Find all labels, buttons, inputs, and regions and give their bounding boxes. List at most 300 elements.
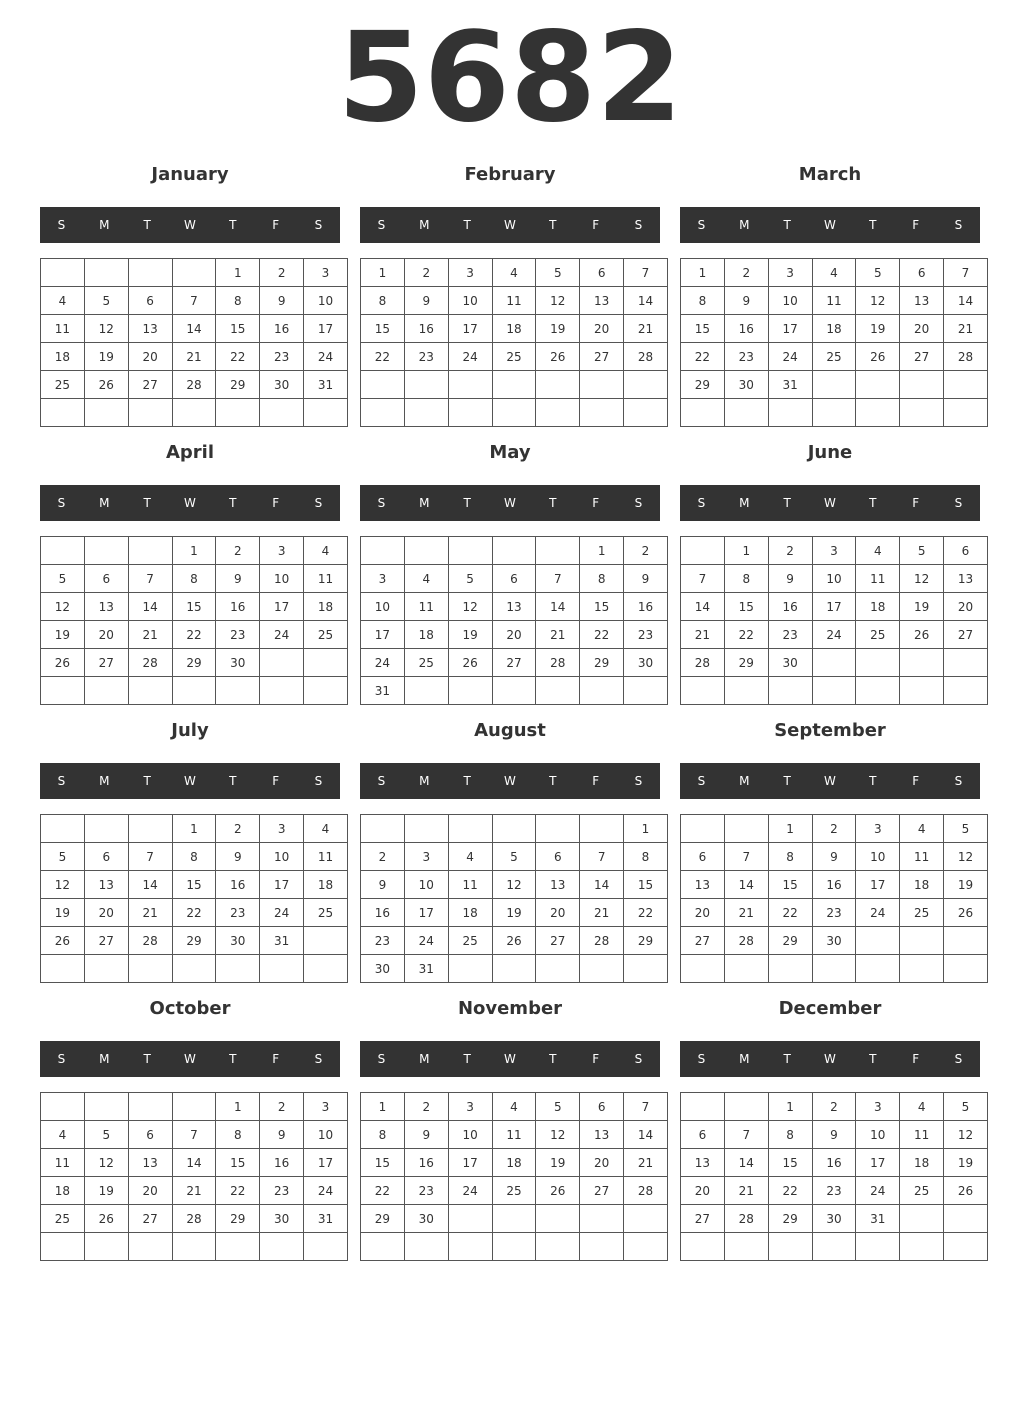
week-row [361, 649, 668, 677]
day-cell [900, 677, 944, 705]
day-cell: 21 [624, 315, 668, 343]
day-cell [260, 649, 304, 677]
day-cell: 4 [856, 537, 900, 565]
weekday-label: W [824, 496, 836, 510]
day-cell: 14 [128, 871, 172, 899]
day-cell [580, 1233, 624, 1261]
day-cell [624, 955, 668, 983]
week-row [361, 621, 668, 649]
day-cell: 15 [768, 871, 812, 899]
weekday-header [40, 207, 340, 243]
day-cell [216, 677, 260, 705]
day-cell: 15 [216, 315, 260, 343]
day-cell: 19 [492, 899, 536, 927]
day-cell: 1 [768, 815, 812, 843]
day-cell [624, 1233, 668, 1261]
day-cell: 28 [944, 343, 988, 371]
day-cell: 26 [448, 649, 492, 677]
day-cell [448, 677, 492, 705]
day-cell [128, 1233, 172, 1261]
day-cell: 8 [172, 843, 216, 871]
day-cell: 5 [536, 1093, 580, 1121]
day-cell [768, 677, 812, 705]
day-cell: 19 [448, 621, 492, 649]
day-cell: 8 [172, 565, 216, 593]
week-row [681, 537, 988, 565]
day-cell: 10 [404, 871, 448, 899]
week-row [361, 315, 668, 343]
day-cell [624, 371, 668, 399]
day-cell: 14 [624, 1121, 668, 1149]
day-cell [944, 955, 988, 983]
day-cell: 12 [536, 1121, 580, 1149]
day-cell [856, 955, 900, 983]
day-cell [681, 815, 725, 843]
day-cell: 5 [41, 565, 85, 593]
day-cell: 15 [216, 1149, 260, 1177]
week-row [361, 815, 668, 843]
weekday-label: T [229, 218, 237, 232]
day-cell [172, 1233, 216, 1261]
day-cell: 26 [492, 927, 536, 955]
day-cell [536, 677, 580, 705]
day-cell: 31 [361, 677, 405, 705]
day-cell: 28 [624, 1177, 668, 1205]
day-cell: 30 [260, 371, 304, 399]
day-cell [448, 537, 492, 565]
day-cell: 25 [812, 343, 856, 371]
day-cell: 12 [944, 1121, 988, 1149]
day-cell: 5 [492, 843, 536, 871]
day-cell [128, 399, 172, 427]
day-cell: 13 [580, 1121, 624, 1149]
day-cell: 16 [216, 871, 260, 899]
week-row [361, 1093, 668, 1121]
day-cell: 17 [448, 315, 492, 343]
day-grid [360, 536, 668, 705]
day-cell: 21 [580, 899, 624, 927]
day-cell: 21 [128, 621, 172, 649]
day-cell: 9 [768, 565, 812, 593]
day-cell: 11 [404, 593, 448, 621]
day-cell: 9 [404, 1121, 448, 1149]
weekday-label: T [869, 218, 877, 232]
day-cell: 30 [812, 927, 856, 955]
day-cell: 20 [681, 1177, 725, 1205]
day-cell: 1 [216, 259, 260, 287]
day-grid [680, 1092, 988, 1261]
day-cell [492, 955, 536, 983]
day-cell [260, 955, 304, 983]
day-cell: 13 [536, 871, 580, 899]
day-cell: 12 [84, 315, 128, 343]
weekday-label: M [419, 1052, 430, 1066]
weekday-label: T [143, 218, 151, 232]
weekday-label: T [229, 496, 237, 510]
day-cell: 3 [260, 537, 304, 565]
week-row [361, 371, 668, 399]
day-cell: 26 [41, 927, 85, 955]
day-cell: 4 [448, 843, 492, 871]
day-cell: 19 [41, 621, 85, 649]
day-cell: 6 [492, 565, 536, 593]
day-cell: 13 [681, 871, 725, 899]
weekday-header [40, 763, 340, 799]
week-row [41, 593, 348, 621]
day-cell [404, 537, 448, 565]
weekday-label: M [419, 774, 430, 788]
day-cell: 27 [681, 1205, 725, 1233]
day-cell: 19 [536, 1149, 580, 1177]
month-name: November [457, 998, 563, 1019]
day-cell: 12 [448, 593, 492, 621]
day-cell [448, 399, 492, 427]
weekday-label: S [697, 496, 706, 510]
day-cell: 23 [812, 899, 856, 927]
weekday-label: T [549, 774, 557, 788]
week-row [361, 343, 668, 371]
day-cell: 5 [944, 815, 988, 843]
day-cell: 10 [361, 593, 405, 621]
day-cell: 9 [724, 287, 768, 315]
day-cell: 28 [724, 1205, 768, 1233]
day-cell: 28 [681, 649, 725, 677]
day-cell: 12 [536, 287, 580, 315]
weekday-label: W [504, 496, 516, 510]
day-cell: 26 [900, 621, 944, 649]
day-cell: 14 [172, 1149, 216, 1177]
day-cell [624, 399, 668, 427]
weekday-label: M [99, 218, 110, 232]
week-row [681, 927, 988, 955]
day-cell: 7 [128, 565, 172, 593]
day-cell: 29 [580, 649, 624, 677]
day-cell: 20 [681, 899, 725, 927]
day-cell: 5 [448, 565, 492, 593]
day-cell [812, 649, 856, 677]
week-row [41, 1149, 348, 1177]
weekday-label: F [912, 774, 920, 788]
day-cell: 10 [856, 843, 900, 871]
day-cell [448, 815, 492, 843]
weekday-label: W [504, 218, 516, 232]
day-cell [128, 537, 172, 565]
week-row [681, 621, 988, 649]
day-cell [361, 537, 405, 565]
day-cell: 13 [128, 1149, 172, 1177]
weekday-label: F [272, 774, 280, 788]
day-cell: 11 [304, 565, 348, 593]
day-cell: 12 [492, 871, 536, 899]
day-cell: 25 [304, 899, 348, 927]
weekday-label: T [869, 496, 877, 510]
week-row [681, 815, 988, 843]
day-cell: 21 [724, 1177, 768, 1205]
day-cell: 23 [361, 927, 405, 955]
day-cell: 6 [944, 537, 988, 565]
week-row [681, 871, 988, 899]
day-cell: 23 [404, 343, 448, 371]
day-cell: 8 [681, 287, 725, 315]
day-cell [580, 371, 624, 399]
day-cell: 23 [216, 621, 260, 649]
weekday-label: S [314, 218, 323, 232]
month-name: April [165, 442, 215, 463]
day-cell [448, 371, 492, 399]
day-cell: 5 [84, 287, 128, 315]
day-cell: 13 [84, 871, 128, 899]
day-cell: 13 [128, 315, 172, 343]
day-cell: 2 [404, 1093, 448, 1121]
weekday-label: T [463, 1052, 471, 1066]
day-cell: 10 [260, 565, 304, 593]
weekday-label: T [549, 496, 557, 510]
day-cell [768, 955, 812, 983]
day-cell [580, 815, 624, 843]
day-cell: 9 [260, 1121, 304, 1149]
day-cell: 11 [41, 315, 85, 343]
month-name: February [464, 164, 556, 185]
day-cell [128, 259, 172, 287]
day-cell: 6 [900, 259, 944, 287]
day-cell: 20 [128, 1177, 172, 1205]
week-row [361, 1149, 668, 1177]
day-cell: 27 [84, 927, 128, 955]
day-cell [41, 399, 85, 427]
day-cell [580, 1205, 624, 1233]
day-cell [492, 399, 536, 427]
day-cell: 19 [900, 593, 944, 621]
day-cell: 28 [172, 371, 216, 399]
day-cell [41, 955, 85, 983]
day-cell [681, 1093, 725, 1121]
day-cell: 9 [216, 843, 260, 871]
weekday-label: T [783, 218, 791, 232]
day-cell: 30 [404, 1205, 448, 1233]
day-cell: 2 [812, 815, 856, 843]
month-name: August [474, 720, 546, 741]
week-row [41, 287, 348, 315]
week-row [361, 565, 668, 593]
day-cell: 22 [681, 343, 725, 371]
day-cell [536, 1233, 580, 1261]
day-cell [856, 677, 900, 705]
day-cell: 6 [681, 1121, 725, 1149]
day-cell [41, 537, 85, 565]
day-cell: 11 [304, 843, 348, 871]
day-cell: 1 [172, 815, 216, 843]
day-cell [492, 1205, 536, 1233]
day-cell: 20 [580, 315, 624, 343]
month-name: December [778, 998, 882, 1019]
day-cell [41, 1093, 85, 1121]
day-cell: 17 [260, 871, 304, 899]
day-cell: 25 [41, 371, 85, 399]
day-cell: 8 [216, 1121, 260, 1149]
day-cell: 26 [84, 1205, 128, 1233]
day-cell: 13 [944, 565, 988, 593]
day-cell: 22 [361, 343, 405, 371]
day-cell [900, 1233, 944, 1261]
month-name: July [171, 720, 209, 741]
day-cell [768, 1233, 812, 1261]
day-cell: 19 [536, 315, 580, 343]
weekday-label: S [954, 1052, 963, 1066]
day-cell [681, 1233, 725, 1261]
day-cell: 30 [624, 649, 668, 677]
day-cell [128, 955, 172, 983]
day-cell: 2 [216, 537, 260, 565]
day-cell [580, 955, 624, 983]
day-cell [128, 677, 172, 705]
day-cell [536, 815, 580, 843]
day-cell [84, 677, 128, 705]
weekday-label: T [869, 1052, 877, 1066]
day-cell: 24 [304, 1177, 348, 1205]
day-cell: 22 [172, 621, 216, 649]
day-cell: 1 [361, 259, 405, 287]
day-cell: 6 [84, 565, 128, 593]
weekday-header [40, 1041, 340, 1077]
day-cell: 17 [404, 899, 448, 927]
day-cell: 23 [812, 1177, 856, 1205]
day-cell [856, 399, 900, 427]
day-cell: 28 [128, 927, 172, 955]
day-cell: 21 [624, 1149, 668, 1177]
month-name: October [149, 998, 231, 1019]
weekday-label: W [184, 218, 196, 232]
weekday-label: S [314, 1052, 323, 1066]
day-cell: 20 [944, 593, 988, 621]
weekday-label: F [272, 496, 280, 510]
day-cell: 22 [172, 899, 216, 927]
day-cell: 27 [681, 927, 725, 955]
day-cell [492, 1233, 536, 1261]
day-cell: 11 [448, 871, 492, 899]
week-row [41, 815, 348, 843]
day-cell: 27 [128, 1205, 172, 1233]
day-cell: 13 [492, 593, 536, 621]
day-cell: 16 [404, 1149, 448, 1177]
weekday-label: W [184, 1052, 196, 1066]
day-cell [724, 399, 768, 427]
day-cell [448, 955, 492, 983]
week-row [361, 399, 668, 427]
day-cell: 29 [172, 649, 216, 677]
day-cell [361, 399, 405, 427]
day-cell: 6 [580, 259, 624, 287]
day-cell: 22 [216, 1177, 260, 1205]
day-cell: 8 [768, 843, 812, 871]
weekday-label: M [739, 496, 750, 510]
weekday-label: T [783, 496, 791, 510]
day-cell: 19 [84, 343, 128, 371]
day-cell [84, 259, 128, 287]
weekday-label: S [377, 1052, 386, 1066]
day-cell [724, 955, 768, 983]
day-cell [84, 815, 128, 843]
day-cell [681, 537, 725, 565]
day-cell [681, 677, 725, 705]
day-cell: 30 [768, 649, 812, 677]
day-cell: 23 [404, 1177, 448, 1205]
day-cell: 17 [856, 1149, 900, 1177]
week-row [41, 677, 348, 705]
weekday-label: T [463, 496, 471, 510]
day-cell: 22 [624, 899, 668, 927]
day-cell: 26 [944, 1177, 988, 1205]
day-cell: 26 [84, 371, 128, 399]
day-cell: 23 [624, 621, 668, 649]
day-cell [624, 1205, 668, 1233]
week-row [681, 955, 988, 983]
week-row [41, 259, 348, 287]
day-cell: 27 [580, 1177, 624, 1205]
day-cell: 16 [260, 315, 304, 343]
day-cell: 16 [724, 315, 768, 343]
day-cell: 23 [260, 1177, 304, 1205]
day-cell: 31 [304, 1205, 348, 1233]
week-row [41, 871, 348, 899]
weekday-label: M [739, 218, 750, 232]
day-cell: 8 [624, 843, 668, 871]
week-row [681, 1233, 988, 1261]
week-row [41, 399, 348, 427]
day-cell [260, 399, 304, 427]
week-row [361, 677, 668, 705]
day-cell [216, 955, 260, 983]
week-row [681, 843, 988, 871]
day-cell: 27 [580, 343, 624, 371]
week-row [361, 899, 668, 927]
week-row [361, 1121, 668, 1149]
week-row [681, 1149, 988, 1177]
day-cell: 14 [172, 315, 216, 343]
day-cell: 10 [856, 1121, 900, 1149]
day-cell: 24 [856, 899, 900, 927]
day-cell: 15 [768, 1149, 812, 1177]
day-cell: 25 [304, 621, 348, 649]
weekday-label: F [912, 1052, 920, 1066]
day-cell: 3 [448, 259, 492, 287]
day-cell: 1 [580, 537, 624, 565]
week-row [41, 1233, 348, 1261]
day-cell: 25 [492, 343, 536, 371]
day-cell: 8 [216, 287, 260, 315]
day-cell: 24 [260, 899, 304, 927]
day-cell [812, 399, 856, 427]
day-grid [680, 814, 988, 983]
day-cell: 30 [724, 371, 768, 399]
day-cell: 11 [492, 1121, 536, 1149]
day-cell: 27 [84, 649, 128, 677]
weekday-label: S [377, 496, 386, 510]
day-cell: 21 [172, 343, 216, 371]
day-cell: 8 [361, 287, 405, 315]
day-cell: 2 [260, 1093, 304, 1121]
day-cell: 14 [128, 593, 172, 621]
day-cell: 15 [580, 593, 624, 621]
day-cell [900, 1205, 944, 1233]
day-cell: 18 [304, 871, 348, 899]
week-row [41, 343, 348, 371]
day-cell [812, 1233, 856, 1261]
day-cell: 17 [304, 1149, 348, 1177]
week-row [41, 1121, 348, 1149]
day-cell: 4 [900, 815, 944, 843]
day-cell [172, 259, 216, 287]
weekday-label: S [697, 774, 706, 788]
